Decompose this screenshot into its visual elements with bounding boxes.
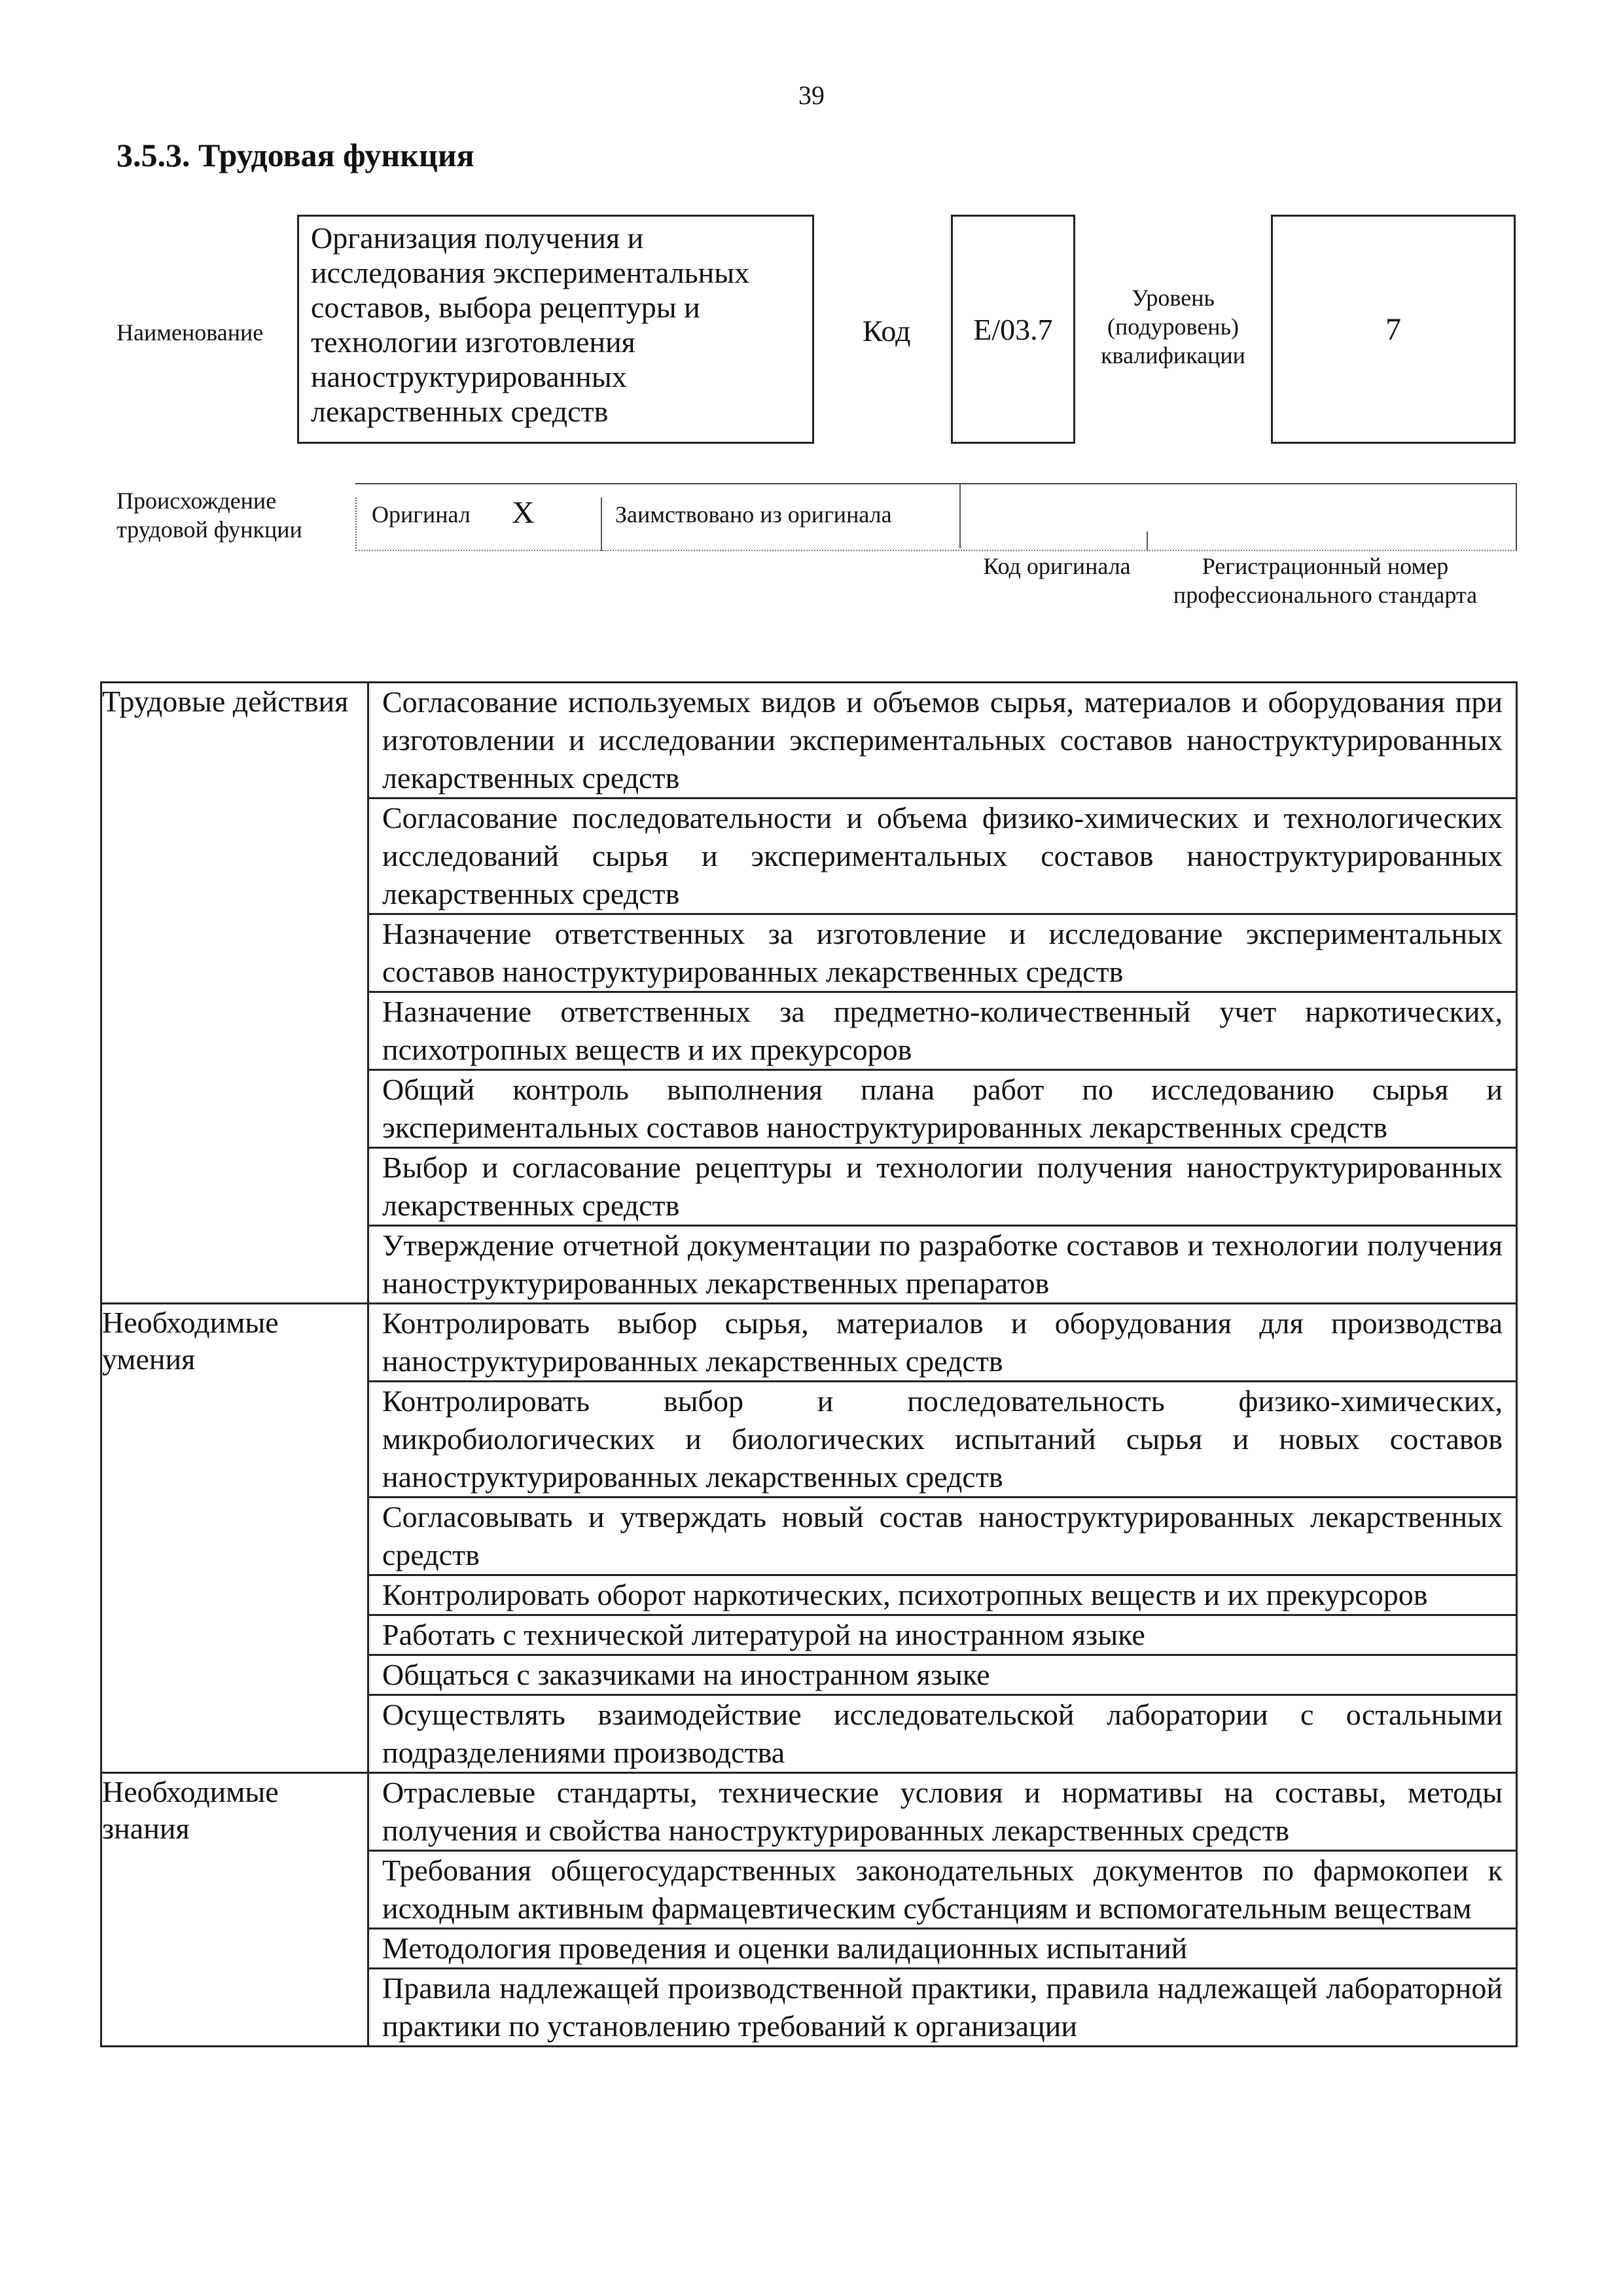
list-item: Утверждение отчетной документации по разработке составов и технологии получения наноструктурированных лекарственных препаратов: [382, 1229, 1503, 1300]
section-row-skills: [101, 1304, 1517, 1773]
section-items: [368, 1304, 1517, 1773]
function-name-box: [297, 215, 814, 444]
list-item: Правила надлежащей производственной практики, правила надлежащей лабораторной практики по установлению требований к организации: [382, 1971, 1503, 2043]
section-row-actions: [101, 683, 1517, 1304]
section-title: Трудовые действия: [101, 683, 368, 1304]
main-table: [100, 681, 1518, 2047]
level-value: 7: [1385, 312, 1401, 347]
reg-number-label: Регистрационный номер профессионального стандарта: [1173, 553, 1478, 608]
list-item: Согласование используемых видов и объемов сырья, материалов и оборудования при изготовлении и исследовании экспериментальных составов наноструктурированных лекарственных средств: [369, 683, 1516, 799]
section-items: [368, 683, 1517, 1304]
list-item: Отраслевые стандарты, технические условия и нормативы на составы, методы получения и свойства наноструктурированных лекарственных средств: [369, 1774, 1516, 1852]
section-title: Необходимые умения: [101, 1304, 368, 1773]
list-item: Работать с технической литературой на иностранном языке: [369, 1616, 1516, 1656]
list-item: Выбор и согласование рецептуры и технологии получения наноструктурированных лекарственных средств: [369, 1149, 1516, 1227]
list-item: Методология проведения и оценки валидационных испытаний: [369, 1929, 1516, 1969]
list-item: Назначение ответственных за предметно-количественный учет наркотических, психотропных веществ и их прекурсоров: [369, 993, 1516, 1071]
section-items: [368, 1773, 1517, 2047]
list-item: Контролировать выбор и последовательность физико-химических, микробиологических и биологических испытаний сырья и новых составов наноструктурированных лекарственных средств: [369, 1382, 1516, 1498]
list-item: Требования общегосударственных законодательных документов по фармокопеи к исходным активным фармацевтическим субстанциям и вспомогательным веществам: [369, 1852, 1516, 1929]
level-box: [1271, 215, 1516, 444]
function-name: Организация получения и исследования экспериментальных составов, выбора рецептуры и технологии изготовления наноструктурированных лекарственных средств: [311, 221, 750, 428]
list-item: Общаться с заказчиками на иностранном языке: [369, 1656, 1516, 1696]
origin-divider-right: [959, 483, 961, 548]
list-item: Осуществлять взаимодействие исследовательской лаборатории с остальными подразделениями производства: [382, 1698, 1503, 1769]
name-label: Наименование: [116, 319, 264, 346]
list-item: Контролировать выбор сырья, материалов и оборудования для производства наноструктурированных лекарственных средств: [369, 1304, 1516, 1382]
list-item: Согласовывать и утверждать новый состав наноструктурированных лекарственных средств: [369, 1498, 1516, 1576]
origin-divider-small: [1147, 531, 1148, 550]
origin-divider-left: [355, 497, 357, 551]
section-title: Необходимые знания: [101, 1773, 368, 2047]
list-item: Назначение ответственных за изготовление и исследование экспериментальных составов наноструктурированных лекарственных средств: [369, 915, 1516, 993]
list-item: Общий контроль выполнения плана работ по исследованию сырья и экспериментальных составов наноструктурированных лекарственных средств: [369, 1071, 1516, 1149]
list-item: Контролировать оборот наркотических, психотропных веществ и их прекурсоров: [369, 1576, 1516, 1616]
code-label: Код: [863, 314, 911, 348]
code-value: E/03.7: [973, 312, 1053, 346]
borrowed-label: Заимствовано из оригинала: [615, 501, 892, 528]
code-original-label: Код оригинала: [983, 553, 1131, 579]
level-label: Уровень (подуровень) квалификации: [1101, 285, 1245, 368]
original-label: Оригинал: [372, 501, 471, 528]
list-item: Согласование последовательности и объема физико-химических и технологических исследований сырья и экспериментальных составов наноструктурированных лекарственных средств: [369, 799, 1516, 915]
page-number: 39: [798, 81, 825, 110]
origin-divider-mid: [601, 497, 602, 551]
origin-label: Происхождение трудовой функции: [116, 488, 302, 543]
section-row-knowledge: [101, 1773, 1517, 2047]
section-heading: 3.5.3. Трудовая функция: [116, 137, 474, 173]
original-mark: X: [512, 495, 535, 530]
code-box: [951, 215, 1075, 444]
